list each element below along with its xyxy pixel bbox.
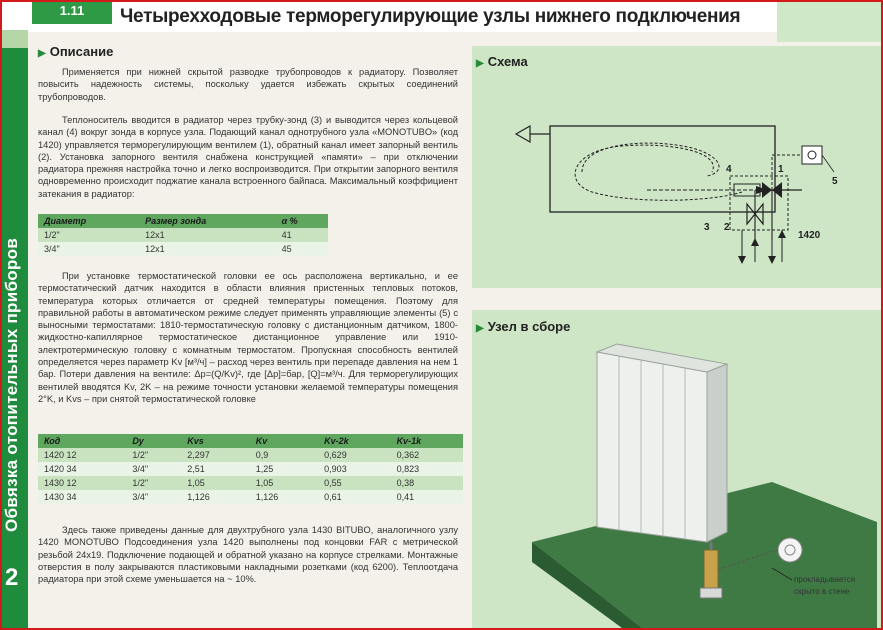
- table-cell: 0,38: [391, 476, 463, 490]
- label-3: 3: [704, 222, 710, 233]
- table1-header-alpha: α %: [276, 214, 328, 228]
- radiator-side: [707, 364, 727, 542]
- label-code: 1420: [798, 230, 821, 241]
- triangle-bullet-icon: ▶: [38, 48, 46, 59]
- paragraph-1: Применяется при нижней скрытой разводке трубопроводов к радиатору. Позволяет повысить надежность системы, поскольку удается избежать скрытых соединений трубопроводов.: [38, 67, 458, 102]
- schema-diagram: [472, 72, 881, 282]
- table2-header-kv2k: Kv-2k: [318, 434, 390, 448]
- table-cell: 2,51: [181, 462, 249, 476]
- page-title: Четырехходовые терморегулирующие узлы нижнего подключения: [120, 6, 741, 27]
- table-cell: 1,126: [250, 490, 318, 504]
- table-cell: 0,823: [391, 462, 463, 476]
- table-cell: 3/4": [38, 242, 139, 256]
- table-cell: 0,55: [318, 476, 390, 490]
- paragraph-3: При установке термостатической головки ее ось расположена вертикально, и ее термостатический датчик находится в области влияния пристенных тепловых потоков, температура которых отличается от средней температуры помещения. Поэтому для правильной работы в автоматическом режиме следует применять управляющие элементы (5) с выносными термостатами: 1810-термостатическую головку с дистанционным датчиком, 1800-жидкостно-капиллярное термостатическое дистанционное управление или 1910-электротермическую головку с комнатным термостатом. Пропускная способность вентилей определяется через параметр Kv [м³/ч] – расход через вентиль при перепаде давления на нем 1 бар. Потери давления на вентиле: Δp=(Q/Kv)², где [Δp]=бар, [Q]=м³/ч. Для терморегулирующих вентилей вводятся Kv, 2K – на режиме точности установки желаемой температуры помещения 2°K, и Kvs – при снятой термостатической головке: [38, 271, 458, 404]
- description-heading: [38, 44, 113, 59]
- chapter-number: 1.11: [32, 2, 112, 24]
- table2-header-dy: Dy: [126, 434, 181, 448]
- remote-control-box: [802, 146, 822, 164]
- table2-header-kv1k: Kv-1k: [391, 434, 463, 448]
- table-cell: 45: [276, 242, 328, 256]
- triangle-bullet-icon: ▶: [476, 58, 484, 69]
- table-cell: 1,05: [250, 476, 318, 490]
- flow-path-upper: [582, 143, 719, 176]
- table-cell: 12x1: [139, 228, 275, 242]
- valve-body: [704, 550, 718, 590]
- paragraph-4: Здесь также приведены данные для двухтрубного узла 1430 BITUBO, аналогичного узлу 1420 MONOTUBO Подсоединения узла 1420 выполнены под концовки FAR с метрической резьбой 24x19. Подключение подающей и обратной указано на корпусе стрелками. Монтажные отверстия в полу закрываются пластиковыми накладными розетками (код 6200). Теплоотдача радиатора при этой схеме уменьшается на ~ 10%.: [38, 525, 458, 585]
- table1-header-diameter: Диаметр: [38, 214, 139, 228]
- table2-header-code: Код: [38, 434, 126, 448]
- label-5: 5: [832, 176, 838, 187]
- spine-section-title: Обвязка отопительных приборов: [2, 237, 21, 532]
- label-4: 4: [726, 164, 732, 175]
- flow-coefficient-table: [38, 214, 328, 256]
- spine-section-number: 2: [5, 564, 19, 591]
- table-cell: 1420 34: [38, 462, 126, 476]
- table-row: [38, 490, 463, 504]
- table-cell: 1/2": [38, 228, 139, 242]
- description-column: [30, 34, 470, 628]
- hidden-pipe-note-line2: скрыто в стене: [794, 587, 850, 596]
- outlet-arrow-icon: [516, 126, 530, 142]
- floor-rosette: [700, 588, 722, 598]
- table-cell: 41: [276, 228, 328, 242]
- table-cell: 1430 12: [38, 476, 126, 490]
- header: [2, 2, 881, 32]
- table-cell: 3/4": [126, 490, 181, 504]
- schema-heading-text: Схема: [487, 54, 528, 69]
- table-row: [38, 228, 328, 242]
- paragraph-2: Теплоноситель вводится в радиатор через трубку-зонд (3) и выводится через кольцевой канал (4) вокруг зонда в корпусе узла. Подающий канал однотрубного узла «MONOTUBO» (код 1420) управляется терморегулирующим вентилем (1), обратный канал имеет запорный вентиль (2). Установка запорного вентиля снабжена конструкцией «памяти» – при отключении радиатора прежняя настройка точно и легко воспроизводится. При открытии запорного вентиля одновременно происходит поджатие канала встроенного байпаса. Максимальный коэффициент затекания в радиатор:: [38, 115, 458, 199]
- assembly-heading-text: Узел в сборе: [487, 319, 571, 334]
- table1-header-probe: Размер зонда: [139, 214, 275, 228]
- table-row: [38, 448, 463, 462]
- table-cell: 1430 34: [38, 490, 126, 504]
- table-cell: 1,126: [181, 490, 249, 504]
- table-cell: 1/2": [126, 448, 181, 462]
- table-cell: 0,61: [318, 490, 390, 504]
- flow-up-arrow-icon: [751, 230, 786, 246]
- table-cell: 1,05: [181, 476, 249, 490]
- label-1: 1: [778, 164, 784, 175]
- table2-header-kv: Kv: [250, 434, 318, 448]
- triangle-bullet-icon: ▶: [476, 323, 484, 334]
- table-row: [38, 476, 463, 490]
- table-cell: 0,903: [318, 462, 390, 476]
- table-cell: 3/4": [126, 462, 181, 476]
- hidden-pipe-note-line1: прокладывается: [794, 575, 856, 584]
- table-cell: 2,297: [181, 448, 249, 462]
- leader-line-5: [822, 155, 834, 172]
- table-cell: 0,9: [250, 448, 318, 462]
- table-cell: 1,25: [250, 462, 318, 476]
- table-cell: 12x1: [139, 242, 275, 256]
- flow-path-lower: [575, 145, 742, 200]
- description-heading-text: Описание: [49, 44, 114, 59]
- spine-top-decoration: [2, 30, 28, 48]
- assembly-illustration: [472, 332, 881, 628]
- radiator-outline: [550, 126, 775, 212]
- table-row: [38, 242, 328, 256]
- schema-heading: [476, 54, 528, 69]
- table-cell: 1/2": [126, 476, 181, 490]
- table-cell: 0,629: [318, 448, 390, 462]
- flow-down-arrow-icon: [738, 256, 776, 264]
- table-cell: 0,41: [391, 490, 463, 504]
- label-2: 2: [724, 222, 730, 233]
- table-cell: 1420 12: [38, 448, 126, 462]
- radiator: [597, 344, 727, 542]
- valve-capacity-table: [38, 434, 463, 504]
- thermostat-head-icon: [778, 538, 802, 562]
- header-corner-decoration: [777, 2, 881, 42]
- radiator-front: [597, 352, 707, 542]
- table-row: [38, 462, 463, 476]
- table-cell: 0,362: [391, 448, 463, 462]
- table2-header-kvs: Kvs: [181, 434, 249, 448]
